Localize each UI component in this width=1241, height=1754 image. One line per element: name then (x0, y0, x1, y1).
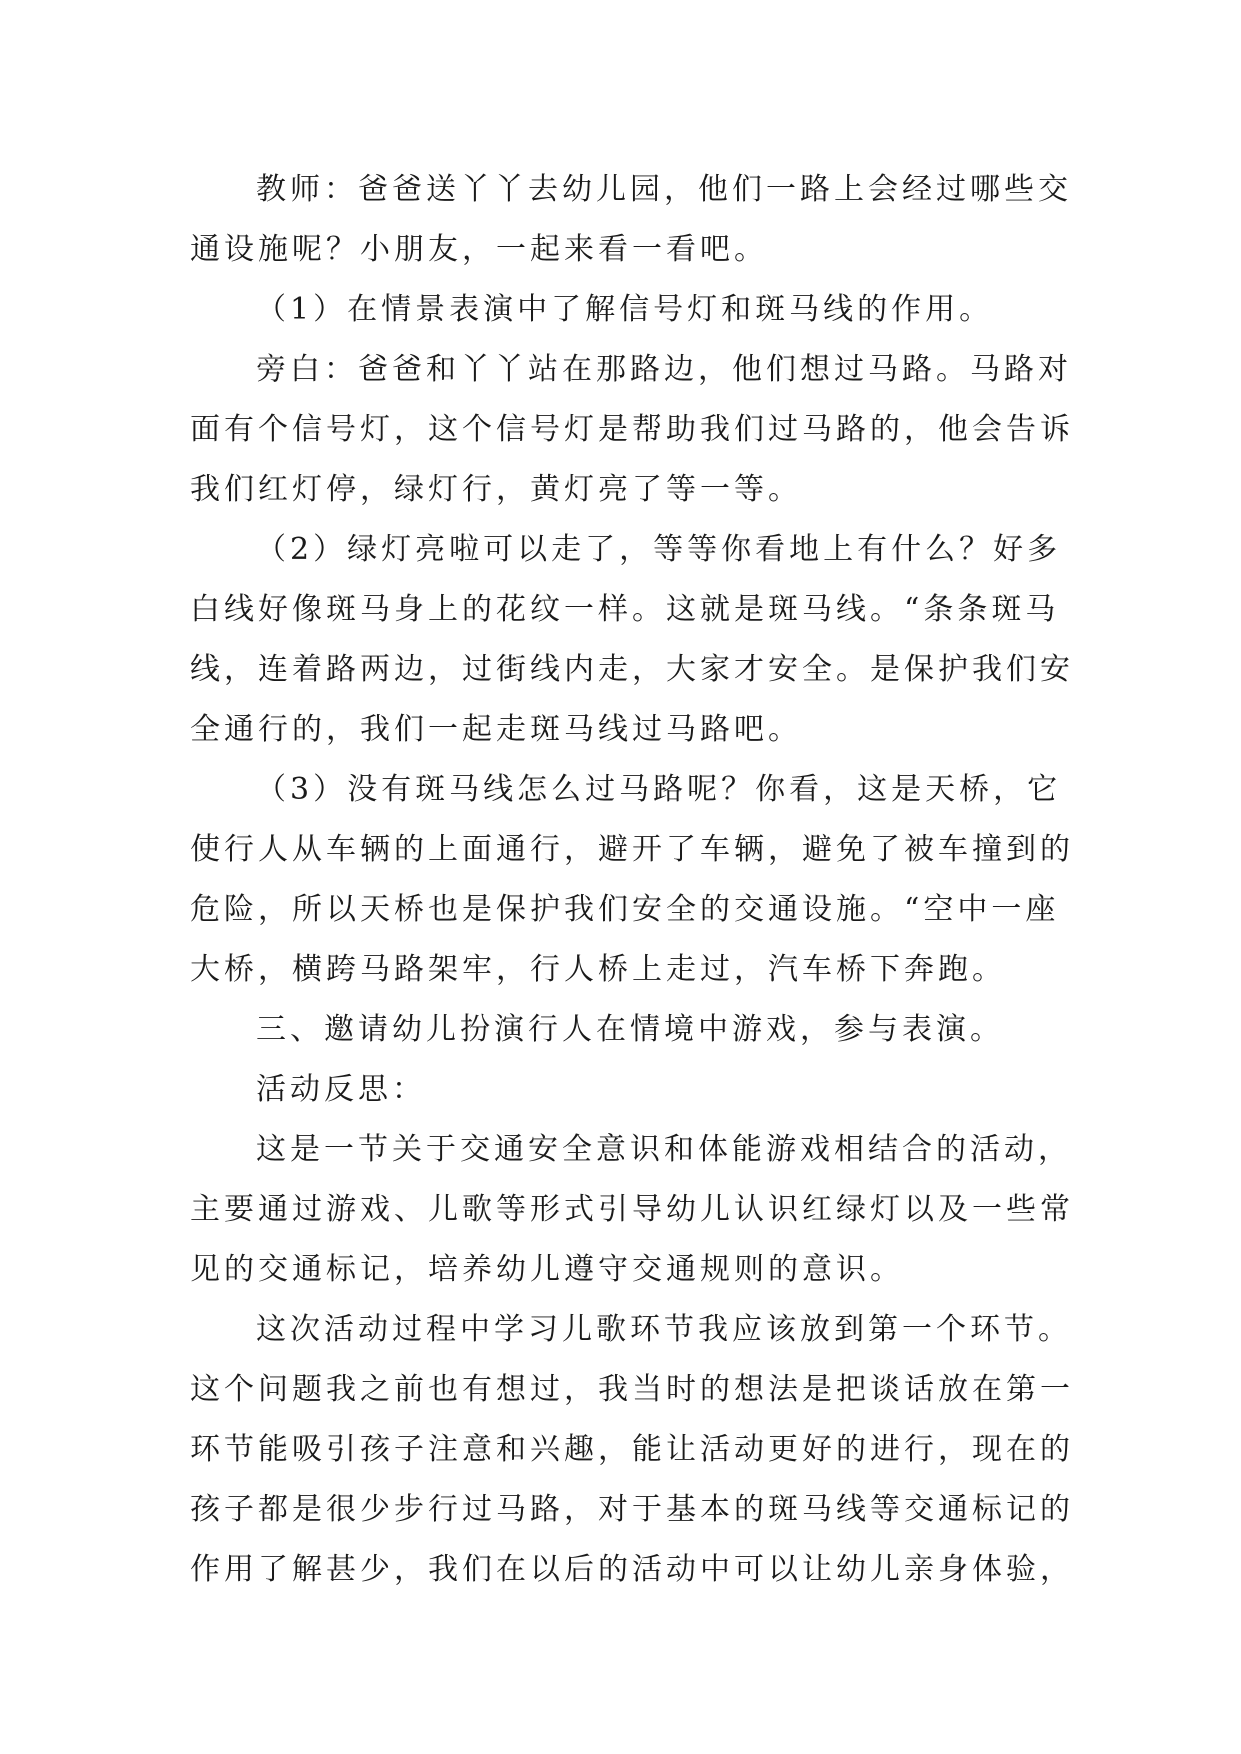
text-line: 见的交通标记，培养幼儿遵守交通规则的意识。 (190, 1252, 904, 1287)
text-line: 白线好像斑马身上的花纹一样。这就是斑马线。“条条斑马 (190, 592, 1060, 627)
text-line: 使行人从车辆的上面通行，避开了车辆，避免了被车撞到的 (190, 832, 1074, 867)
text-line: 作用了解甚少，我们在以后的活动中可以让幼儿亲身体验， (190, 1552, 1074, 1587)
text-line: 这是一节关于交通安全意识和体能游戏相结合的活动， (256, 1132, 1072, 1167)
text-line: 危险，所以天桥也是保护我们安全的交通设施。“空中一座 (190, 892, 1060, 927)
section-heading: 三、邀请幼儿扮演行人在情境中游戏，参与表演。 (256, 1012, 1004, 1047)
text-line: 这个问题我之前也有想过，我当时的想法是把谈话放在第一 (190, 1372, 1074, 1407)
text-line: 主要通过游戏、儿歌等形式引导幼儿认识红绿灯以及一些常 (190, 1192, 1074, 1227)
text-line: 旁白：爸爸和丫丫站在那路边，他们想过马路。马路对 (256, 352, 1072, 387)
text-line: （3）没有斑马线怎么过马路呢？你看，这是天桥，它 (256, 772, 1062, 807)
text-line: （1）在情景表演中了解信号灯和斑马线的作用。 (256, 292, 994, 327)
text-line: 全通行的，我们一起走斑马线过马路吧。 (190, 712, 802, 747)
text-line: 孩子都是很少步行过马路，对于基本的斑马线等交通标记的 (190, 1492, 1074, 1527)
body-text (190, 160, 1074, 1600)
text-line: （2）绿灯亮啦可以走了，等等你看地上有什么？好多 (256, 532, 1062, 567)
text-line: 这次活动过程中学习儿歌环节我应该放到第一个环节。 (256, 1312, 1072, 1347)
text-line: 环节能吸引孩子注意和兴趣，能让活动更好的进行，现在的 (190, 1432, 1074, 1467)
text-line: 面有个信号灯，这个信号灯是帮助我们过马路的，他会告诉 (190, 412, 1074, 447)
section-heading: 活动反思： (256, 1072, 426, 1107)
text-line: 教师：爸爸送丫丫去幼儿园，他们一路上会经过哪些交 (256, 172, 1072, 207)
text-line: 通设施呢？小朋友，一起来看一看吧。 (190, 232, 768, 267)
text-line: 大桥，横跨马路架牢，行人桥上走过，汽车桥下奔跑。 (190, 952, 1006, 987)
text-line: 我们红灯停，绿灯行，黄灯亮了等一等。 (190, 472, 802, 507)
text-line: 线，连着路两边，过街线内走，大家才安全。是保护我们安 (190, 652, 1074, 687)
